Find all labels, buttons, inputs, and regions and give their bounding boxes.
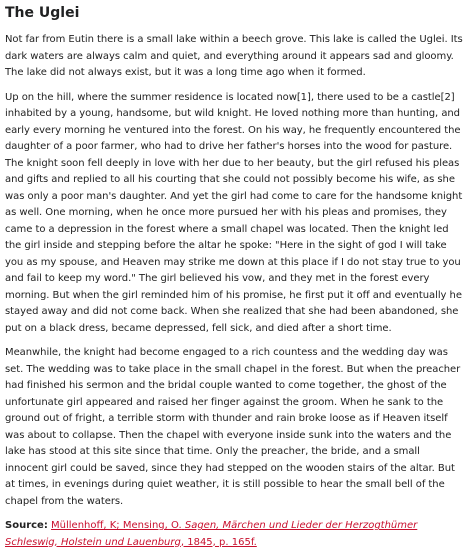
paragraph-intro: Not far from Eutin there is a small lake within a beech grove. This lake is called the Uglei. Its dark waters are always calm and quiet, and everything around it appears sad and gloomy. The lake did not always exist, but it was a long time ago when it formed. (5, 34, 463, 78)
source-link[interactable] (5, 520, 417, 548)
source-details: , 1845, p. 165f. (180, 536, 257, 548)
source-book-title: Sagen, Märchen und Lieder der Herzogthümer Schleswig, Holstein und Lauenburg (5, 520, 418, 548)
paragraph-knight-story: Up on the hill, where the summer residence is located now[1], there used to be a castle[2] inhabited by a young, handsome, but wild knight. He loved nothing more than hunting, and early every morning he ventured into the forest. On his way, he frequently encountered the daughter of a poor farmer, who had to drive her father's horses into the wood for pasture. The knight soon fell deeply in love with her due to her beauty, but the girl refused his pleas and gifts and replied to all his courting that she could not possibly become his wife, as she was only a poor man's daughter. And yet the girl had come to care for the handsome knight as well. One morning, when he once more pursued her with his pleas and promises, they came to a depression in the forest where a small chapel was located. Then the knight led the girl inside and stepping before the altar he spoke: "Here in the sight of god I will take you as my spouse, and Heaven may strike me down at this place if I do not stay true to you and fail to keep my word." The girl believed his vow, and they met in the forest every morning. But when the girl reminded him of his promise, he first put it off and eventually he stayed away and did not come back. When she realized that she had been abandoned, she put on a black dress, became depressed, fell sick, and died after a short time. (5, 91, 463, 334)
source-authors: Müllenhoff, K; Mensing, O. (51, 520, 182, 531)
paragraph-wedding: Meanwhile, the knight had become engaged to a rich countess and the wedding day was set. The wedding was to take place in the small chapel in the forest. But when the preacher had finished his sermon and the bridal couple wanted to come together, the ghost of the unfortunate girl appeared and raised her finger against the groom. When he sank to the ground out of fright, a terrible storm with thunder and rain broke loose as if Heaven itself was about to collapse. Then the chapel with everyone inside sunk into the waters and the lake has stood at this site since that time. Only the preacher, the bride, and a small innocent girl could be saved, since they had stepped on the wooden stairs of the altar. But at times, in evenings during quiet weather, it is still possible to hear the small bell of the chapel from the waters. (5, 347, 461, 507)
article-title: The Uglei (5, 5, 80, 21)
source-label: Source: (5, 520, 48, 531)
source-citation (5, 518, 464, 551)
